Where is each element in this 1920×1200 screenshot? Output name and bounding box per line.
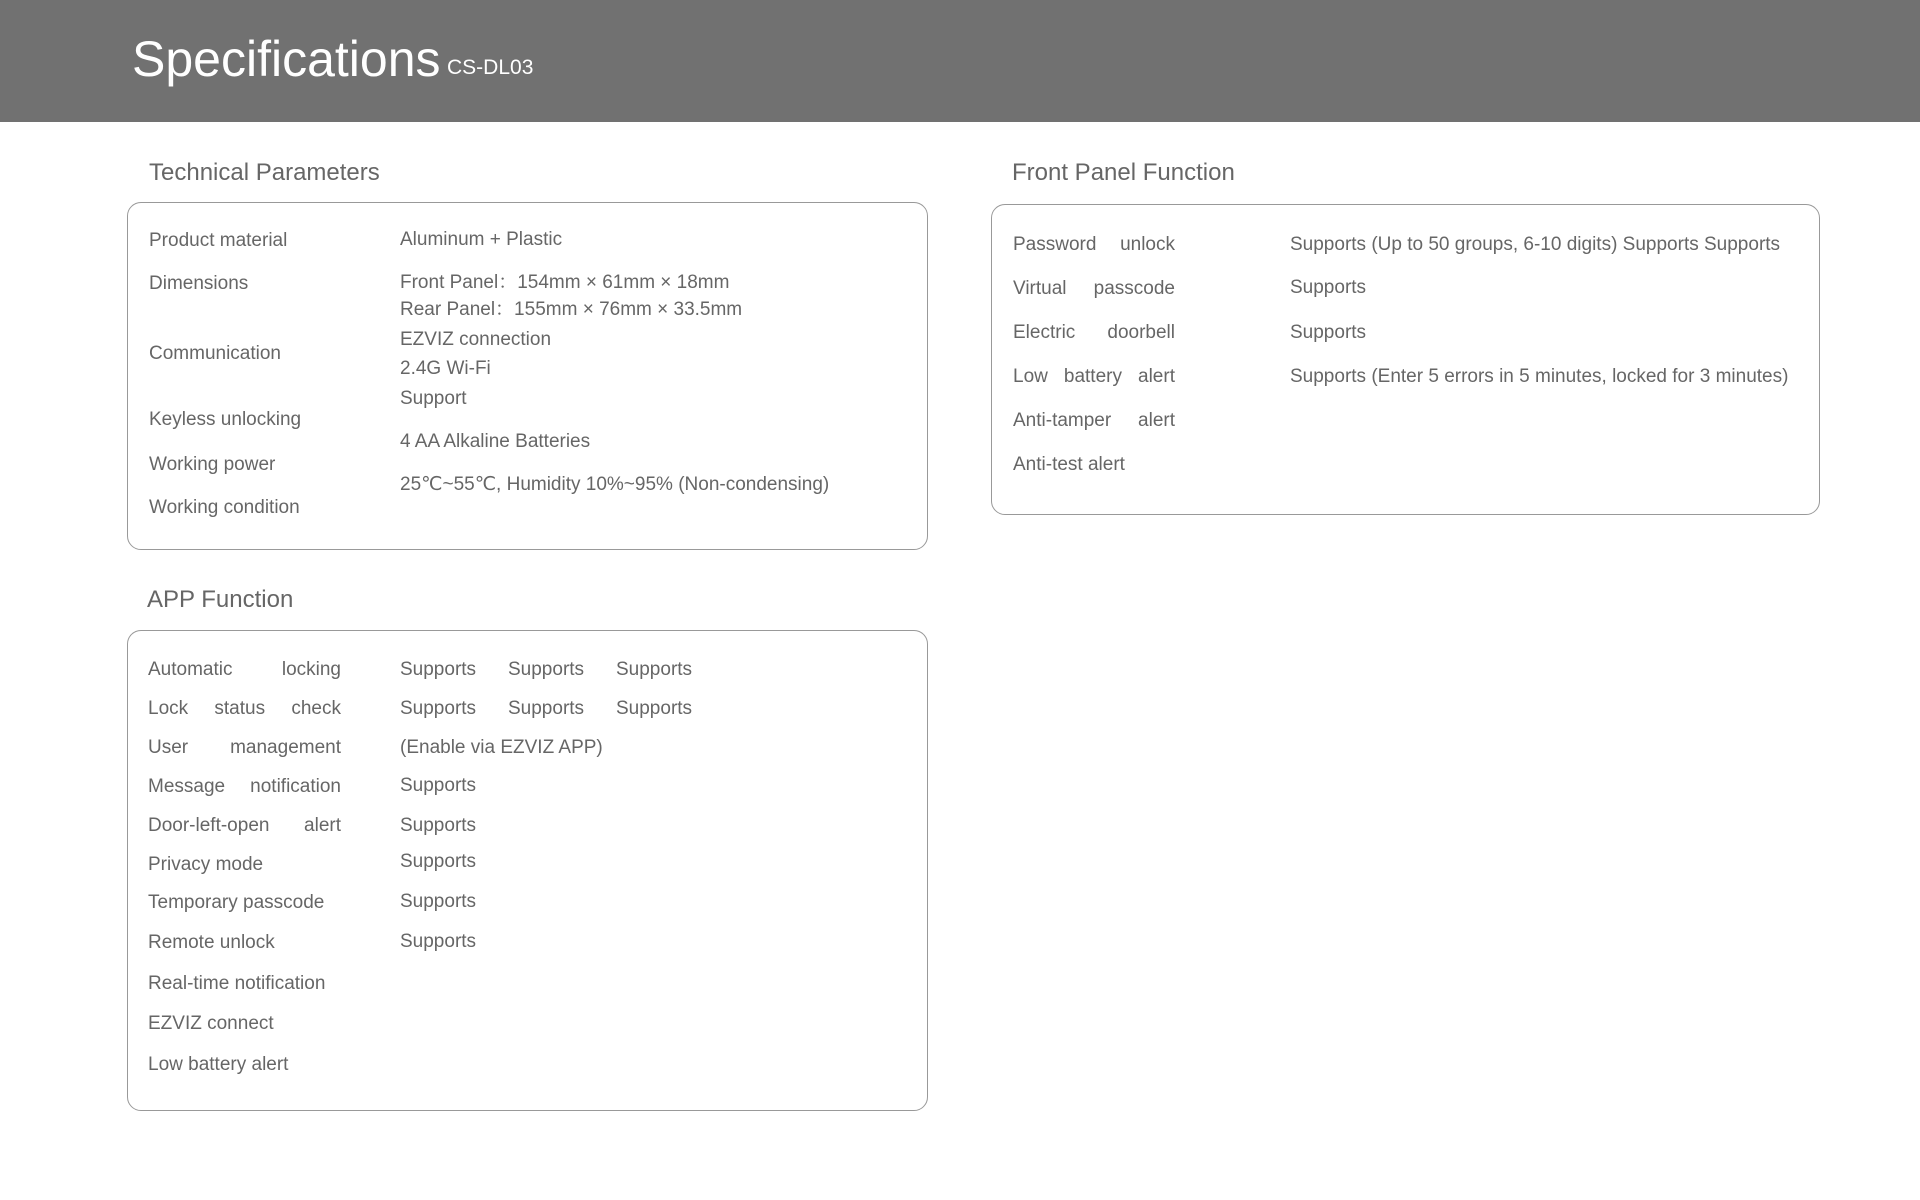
app-value: Supports (508, 659, 585, 680)
front-label: Anti-tamper alert (1013, 410, 1175, 431)
tech-value: EZVIZ connection (400, 329, 552, 350)
page-title: Specifications (132, 31, 441, 87)
app-value: Supports (508, 698, 585, 719)
tech-value: 4 AA Alkaline Batteries (400, 431, 591, 452)
app-value: Supports (616, 698, 693, 719)
app-label: Real-time notification (148, 973, 326, 994)
front-value: Supports (1290, 277, 1367, 298)
app-value: Supports (400, 891, 477, 912)
tech-label: Communication (149, 343, 281, 364)
front-value: Supports (Up to 50 groups, 6-10 digits) Supports Supports (1290, 234, 1781, 255)
app-label: User management (148, 737, 341, 758)
app-value: Supports (400, 659, 477, 680)
front-panel-function-title: Front Panel Function (1012, 159, 1235, 186)
app-value: Supports (400, 815, 477, 836)
tech-value: Front Panel：154mm × 61mm × 18mm (400, 272, 730, 293)
app-value: Supports (400, 775, 477, 796)
app-label: Remote unlock (148, 932, 275, 953)
app-label: Low battery alert (148, 1054, 289, 1075)
app-value: Supports (400, 931, 477, 952)
app-value: Supports (400, 698, 477, 719)
app-label: Lock status check (148, 698, 341, 719)
app-label: Message notification (148, 776, 341, 797)
app-function-box (127, 630, 928, 1111)
tech-label: Product material (149, 230, 288, 251)
app-label: Privacy mode (148, 854, 264, 875)
app-label: Temporary passcode (148, 892, 325, 913)
tech-value: Rear Panel：155mm × 76mm × 33.5mm (400, 299, 743, 320)
app-value: Supports (400, 851, 477, 872)
app-value: Supports (616, 659, 693, 680)
model-number: CS-DL03 (447, 56, 534, 79)
tech-value: 2.4G Wi-Fi (400, 358, 491, 379)
front-value: Supports (1290, 322, 1367, 343)
front-label: Virtual passcode (1013, 278, 1175, 299)
front-panel-function-box (991, 204, 1820, 515)
app-label: Automatic locking (148, 659, 341, 680)
tech-label: Dimensions (149, 273, 249, 294)
technical-parameters-box (127, 202, 928, 550)
front-label: Anti-test alert (1013, 454, 1125, 475)
front-label: Low battery alert (1013, 366, 1175, 387)
page-header (0, 0, 1920, 122)
tech-value: 25℃~55℃, Humidity 10%~95% (Non-condensing) (400, 474, 830, 495)
front-label: Electric doorbell (1013, 322, 1175, 343)
app-label: Door-left-open alert (148, 815, 341, 836)
technical-parameters-title: Technical Parameters (149, 159, 380, 186)
tech-label: Working power (149, 454, 276, 475)
app-value: (Enable via EZVIZ APP) (400, 737, 603, 758)
tech-label: Keyless unlocking (149, 409, 302, 430)
app-function-title: APP Function (147, 586, 294, 613)
app-label: EZVIZ connect (148, 1013, 274, 1034)
tech-value: Aluminum + Plastic (400, 229, 563, 250)
front-label: Password unlock (1013, 234, 1175, 255)
front-value: Supports (Enter 5 errors in 5 minutes, locked for 3 minutes) (1290, 366, 1789, 387)
tech-label: Working condition (149, 497, 300, 518)
tech-value: Support (400, 388, 467, 409)
